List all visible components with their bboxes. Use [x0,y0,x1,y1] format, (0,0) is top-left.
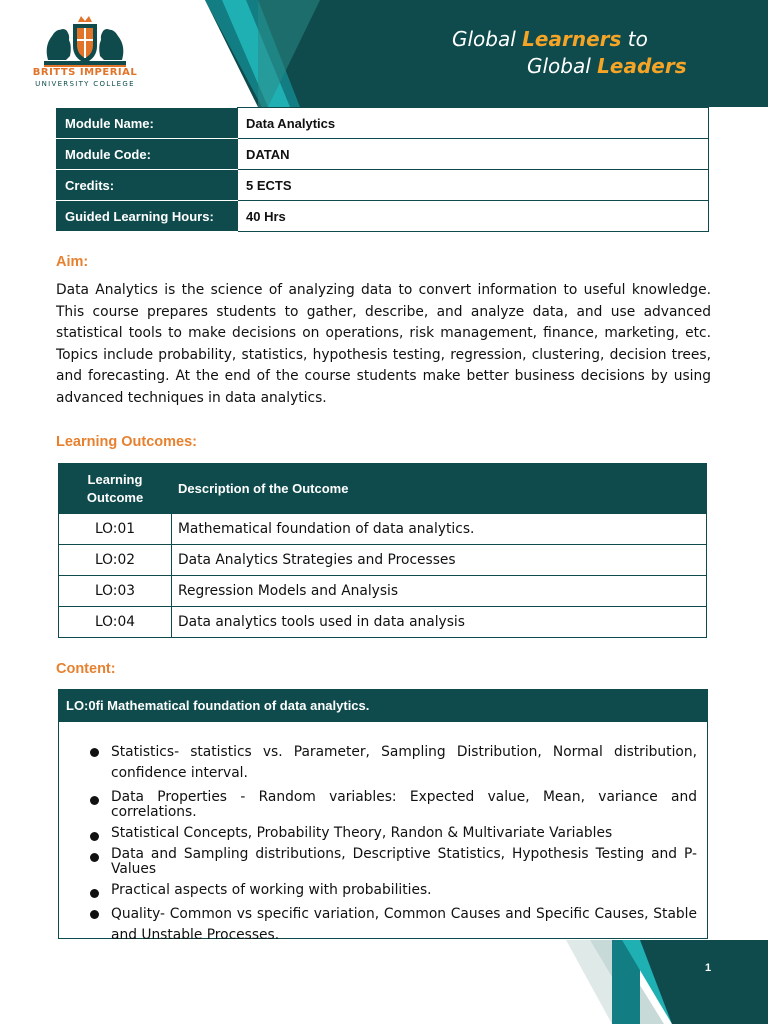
module-name-label: Module Name: [57,108,238,139]
outcome-code: LO:03 [59,576,172,607]
outcome-description: Regression Models and Analysis [172,576,707,607]
outcome-code: LO:02 [59,545,172,576]
list-item: Statistics- statistics vs. Parameter, Sampling Distribution, Normal distribution, confidence interval. [59,742,707,784]
aim-paragraph: Data Analytics is the science of analyzing data to convert information to useful knowledge. This course prepares students to gather, describe, and analyze data, and use advanced statistical tools to make decisions on operations, risk management, finance, marketing, etc. Topics include probability, statistics, hypothesis testing, regression, clustering, decision trees, and forecasting. At the end of the course students make better business decisions by using advanced techniques in data analytics. [56,282,711,406]
table-row [59,576,707,607]
college-logo [30,16,140,94]
learning-outcomes-heading: Learning Outcomes: [56,434,197,450]
hours-value: 40 Hrs [238,201,709,232]
content-box [58,689,708,943]
module-code-value: DATAN [238,139,709,170]
list-item: Statistical Concepts, Probability Theory, Randon & Multivariate Variables [59,826,707,841]
footer-banner [0,940,768,1024]
module-name-value: Data Analytics [238,108,709,139]
outcome-description: Mathematical foundation of data analytics. [172,514,707,545]
tagline-word: Global [527,54,591,78]
table-row [59,607,707,638]
list-item: Quality- Common vs specific variation, Common Causes and Specific Causes, Stable and Unstable Processes. [59,904,707,946]
page-number: 1 [704,962,712,974]
table-header-row [59,464,707,514]
crest-icon [36,16,134,68]
tagline [452,26,752,80]
table-row [59,545,707,576]
column-header-line: Learning [87,471,143,487]
column-header-outcome [59,464,172,514]
tagline-accent: Learners [522,27,622,51]
logo-name: BRITTS IMPERIAL [32,67,138,78]
credits-label: Credits: [57,170,238,201]
table-row [57,108,709,139]
page-header [0,0,768,107]
list-item: Data and Sampling distributions, Descriptive Statistics, Hypothesis Testing and P-Values [59,847,707,877]
tagline-word: Global [452,27,516,51]
tagline-accent: Leaders [597,54,687,78]
logo-subtitle: UNIVERSITY COLLEGE [35,80,135,88]
outcome-description: Data analytics tools used in data analysis [172,607,707,638]
outcome-description: Data Analytics Strategies and Processes [172,545,707,576]
credits-value: 5 ECTS [238,170,709,201]
learning-outcomes-table [58,463,707,638]
table-row [57,139,709,170]
table-row [57,201,709,232]
table-row [57,170,709,201]
content-bullet-list [59,742,707,946]
outcome-code: LO:04 [59,607,172,638]
aim-heading: Aim: [56,254,89,270]
column-header-line: Outcome [86,489,144,505]
column-header-description: Description of the Outcome [172,464,707,514]
list-item: Data Properties - Random variables: Expected value, Mean, variance and correlations. [59,790,707,820]
module-info-table [56,107,709,232]
tagline-word: to [627,27,648,51]
hours-label: Guided Learning Hours: [57,201,238,232]
module-code-label: Module Code: [57,139,238,170]
table-row [59,514,707,545]
content-heading: Content: [56,661,116,677]
outcome-code: LO:01 [59,514,172,545]
content-box-title: LO:0fi Mathematical foundation of data analytics. [59,690,707,722]
list-item: Practical aspects of working with probabilities. [59,883,707,898]
